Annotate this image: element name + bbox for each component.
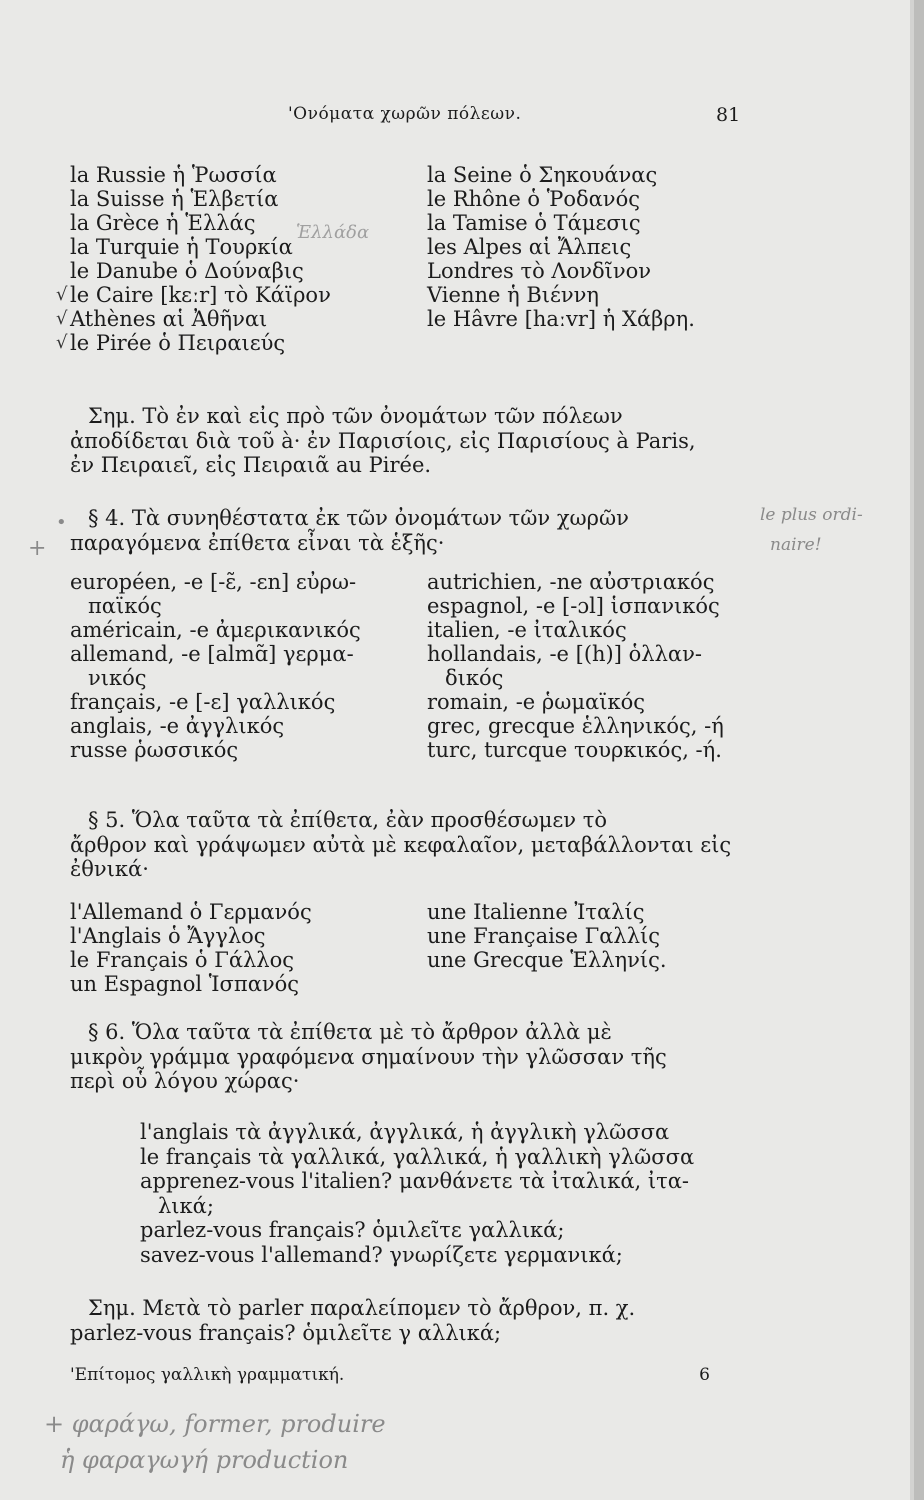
list-item: παϊκός xyxy=(88,594,162,618)
list-item: autrichien, -ne αὐστριακός xyxy=(427,570,715,594)
adjectives-right-column xyxy=(427,570,724,762)
list-item: italien, -e ἰταλικός xyxy=(427,618,627,642)
list-item: les Alpes αἱ Ἄλπεις xyxy=(427,235,632,259)
text-line: § 5. Ὅλα ταῦτα τὰ ἐπίθετα, ἐὰν προσθέσωμεν τὸ xyxy=(88,808,608,832)
list-item: le Français ὁ Γάλλος xyxy=(70,948,295,972)
list-item: Londres τὸ Λονδῖνον xyxy=(427,259,652,283)
text-line: § 6. Ὅλα ταῦτα τὰ ἐπίθετα μὲ τὸ ἄρθρον ἀλλὰ μὲ xyxy=(88,1020,612,1044)
list-item: une Grecque Ἑλληνίς. xyxy=(427,948,667,972)
list-item: la Suisse ἡ Ἑλβετία xyxy=(70,187,279,211)
page-edge xyxy=(914,0,924,1500)
text-line: μικρὸν γράμμα γραφόμενα σημαίνουν τὴν γλῶσσαν τῆς xyxy=(70,1044,667,1069)
footer-title: 'Επίτομος γαλλικὴ γραμματική. xyxy=(70,1365,345,1385)
text-line: naire! xyxy=(770,535,822,555)
note-2-paragraph xyxy=(70,1296,760,1345)
list-item: une Italienne Ἰταλίς xyxy=(427,900,645,924)
text-line: le plus ordi- xyxy=(760,505,863,525)
text-line: ἀποδίδεται διὰ τοῦ à· ἐν Παρισίοις, εἰς Παρισίους à Paris, xyxy=(70,428,696,453)
countries-right-column xyxy=(427,163,695,331)
list-item: américain, -e ἀμερικανικός xyxy=(70,618,361,642)
page-footer xyxy=(70,1365,710,1385)
list-item: un Espagnol Ἱσπανός xyxy=(70,972,300,996)
text-line: parlez-vous français? ὁμιλεῖτε γ αλλικά; xyxy=(70,1320,502,1345)
section-6-paragraph xyxy=(70,1020,760,1094)
text-line: le français τὰ γαλλικά, γαλλικά, ἡ γαλλικὴ γλῶσσα xyxy=(140,1144,695,1169)
text-line: Σημ. Τὸ ἐν καὶ εἰς πρὸ τῶν ὀνομάτων τῶν πόλεων xyxy=(88,404,623,428)
list-item: le Hâvre [haːvr] ἡ Χάβρη. xyxy=(427,307,695,331)
adjectives-left-column xyxy=(70,570,361,762)
list-item: hollandais, -e [(h)] ὁλλαν- xyxy=(427,642,702,666)
check-mark: √ xyxy=(56,332,68,353)
text-line: λικά; xyxy=(158,1193,214,1218)
text-line: Σημ. Μετὰ τὸ parler παραλείπομεν τὸ ἄρθρον, π. χ. xyxy=(88,1296,636,1320)
countries-left-column xyxy=(70,163,331,355)
check-mark: √ xyxy=(56,284,68,305)
list-item: Athènes αἱ Ἀθῆναι xyxy=(70,307,268,331)
text-line: ἐθνικά· xyxy=(70,857,149,881)
text-line: ἄρθρον καὶ γράψωμεν αὐτὰ μὲ κεφαλαῖον, μεταβάλλονται εἰς xyxy=(70,832,732,857)
ethnics-left-column xyxy=(70,900,312,996)
cross-mark: + xyxy=(28,536,47,561)
list-item: la Grèce ἡ Ἑλλάς xyxy=(70,211,256,235)
note-paragraph xyxy=(70,404,760,478)
text-line: parlez-vous français? ὁμιλεῖτε γαλλικά; xyxy=(140,1218,565,1242)
list-item: le Pirée ὁ Πειραιεύς xyxy=(70,331,286,355)
language-examples xyxy=(140,1120,780,1267)
list-item: russe ῥωσσικός xyxy=(70,738,239,762)
check-mark: √ xyxy=(56,308,68,329)
list-item: la Seine ὁ Σηκουάνας xyxy=(427,163,658,187)
list-item: νικός xyxy=(88,666,147,690)
dot-mark: • xyxy=(56,512,67,533)
handwritten-note: ἡ φαραγωγή production xyxy=(60,1446,349,1474)
text-line: παραγόμενα ἐπίθετα εἶναι τὰ ἑξῆς· xyxy=(70,530,445,555)
list-item: français, -e [-ɛ] γαλλικός xyxy=(70,690,336,714)
section-5-paragraph xyxy=(70,808,760,882)
list-item: la Tamise ὁ Τάμεσις xyxy=(427,211,641,235)
text-line: περὶ οὗ λόγου χώρας· xyxy=(70,1069,300,1093)
list-item: une Française Γαλλίς xyxy=(427,924,661,948)
list-item: la Russie ἡ Ῥωσσία xyxy=(70,163,277,187)
text-line: l'anglais τὰ ἀγγλικά, ἀγγλικά, ἡ ἀγγλικὴ γλῶσσα xyxy=(140,1120,670,1144)
ethnics-right-column xyxy=(427,900,667,972)
list-item: turc, turcque τουρκικός, -ή. xyxy=(427,738,722,762)
text-line: ἐν Πειραιεῖ, εἰς Πειραιᾶ au Pirée. xyxy=(70,453,432,477)
list-item: romain, -e ῥωμαϊκός xyxy=(427,690,645,714)
signature-mark: 6 xyxy=(699,1365,710,1385)
section-4-heading xyxy=(70,506,760,555)
list-item: δικός xyxy=(445,666,504,690)
list-item: grec, grecque ἑλληνικός, -ή xyxy=(427,714,724,738)
list-item: l'Anglais ὁ Ἄγγλος xyxy=(70,924,266,948)
page-number: 81 xyxy=(716,104,741,126)
handwritten-note: + φαράγω, former, produire xyxy=(44,1410,386,1438)
list-item: la Turquie ἡ Τουρκία xyxy=(70,235,293,259)
list-item: le Caire [kɛːr] τὸ Κάϊρον xyxy=(70,283,331,307)
text-line: § 4. Τὰ συνηθέστατα ἐκ τῶν ὀνομάτων τῶν χωρῶν xyxy=(88,506,629,530)
list-item: le Rhône ὁ Ῥοδανός xyxy=(427,187,640,211)
list-item: espagnol, -e [-ɔl] ἱσπανικός xyxy=(427,594,720,618)
text-line: apprenez-vous l'italien? μανθάνετε τὰ ἰταλικά, ἰτα- xyxy=(140,1169,690,1193)
list-item: allemand, -e [almɑ̃] γερμα- xyxy=(70,642,354,666)
handwritten-margin-note xyxy=(760,500,863,560)
list-item: anglais, -e ἀγγλικός xyxy=(70,714,285,738)
text-line: savez-vous l'allemand? γνωρίζετε γερμανικά; xyxy=(140,1242,623,1267)
handwritten-annotation: Ἑλλάδα xyxy=(296,222,370,243)
list-item: l'Allemand ὁ Γερμανός xyxy=(70,900,312,924)
list-item: Vienne ἡ Βιέννη xyxy=(427,283,600,307)
list-item: européen, -e [-ɛ̃, -ɛn] εὐρω- xyxy=(70,570,357,594)
list-item: le Danube ὁ Δούναβις xyxy=(70,259,304,283)
header-title: 'Ονόματα χωρῶν πόλεων. xyxy=(288,104,522,124)
